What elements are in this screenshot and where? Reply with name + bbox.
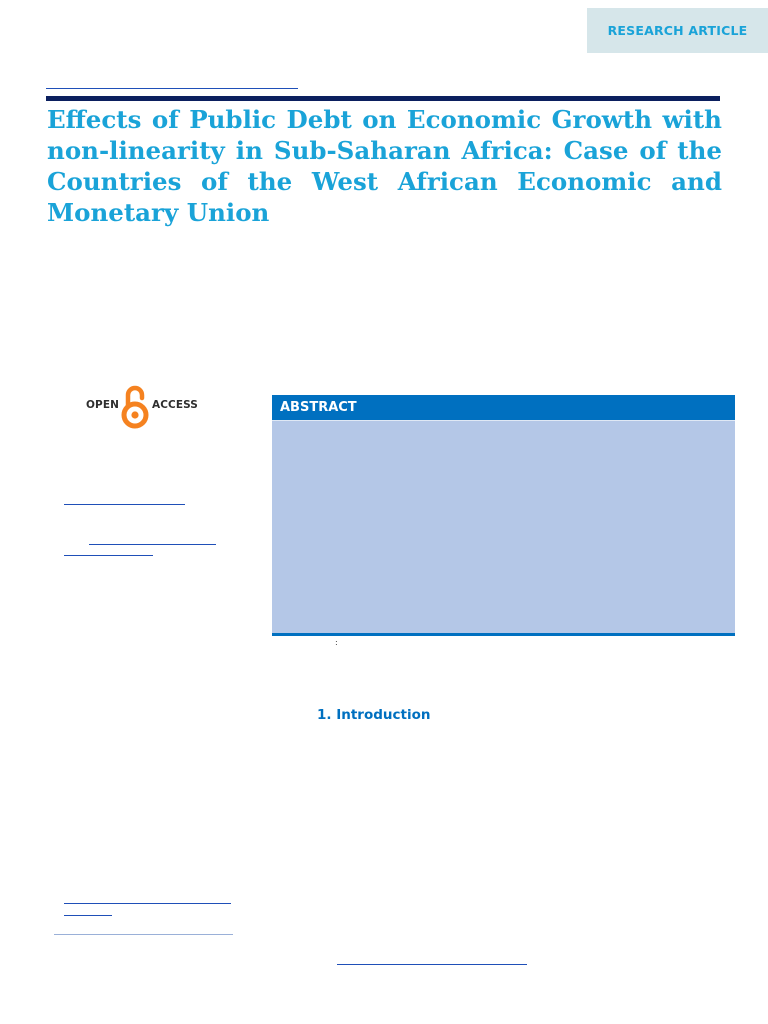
journal-link-underline[interactable]: [46, 88, 298, 89]
abstract-panel: [272, 395, 735, 636]
footer-link-1a[interactable]: [64, 903, 231, 904]
article-type-badge: RESEARCH ARTICLE: [587, 8, 768, 53]
footer-link-2[interactable]: [337, 964, 527, 965]
open-access-open-text: OPEN: [86, 399, 119, 411]
open-access-access-text: ACCESS: [152, 399, 198, 411]
sidebar-link-2b[interactable]: [64, 555, 153, 556]
introduction-heading: 1. Introduction: [317, 707, 431, 723]
footer-link-1b[interactable]: [64, 915, 112, 916]
header-rule: [46, 96, 720, 101]
keywords-separator: :: [335, 638, 338, 647]
footnote-divider: [54, 934, 233, 935]
sidebar-link-2a[interactable]: [89, 544, 216, 545]
open-access-lock-icon: [119, 383, 151, 429]
article-title: Effects of Public Debt on Economic Growth with non-linearity in Sub-Saharan Africa: Case of the Countries of the West African Economic and Monetary Union: [47, 105, 722, 227]
sidebar-link-1[interactable]: [64, 504, 185, 505]
abstract-heading: ABSTRACT: [272, 395, 735, 421]
open-access-logo: [84, 382, 206, 430]
